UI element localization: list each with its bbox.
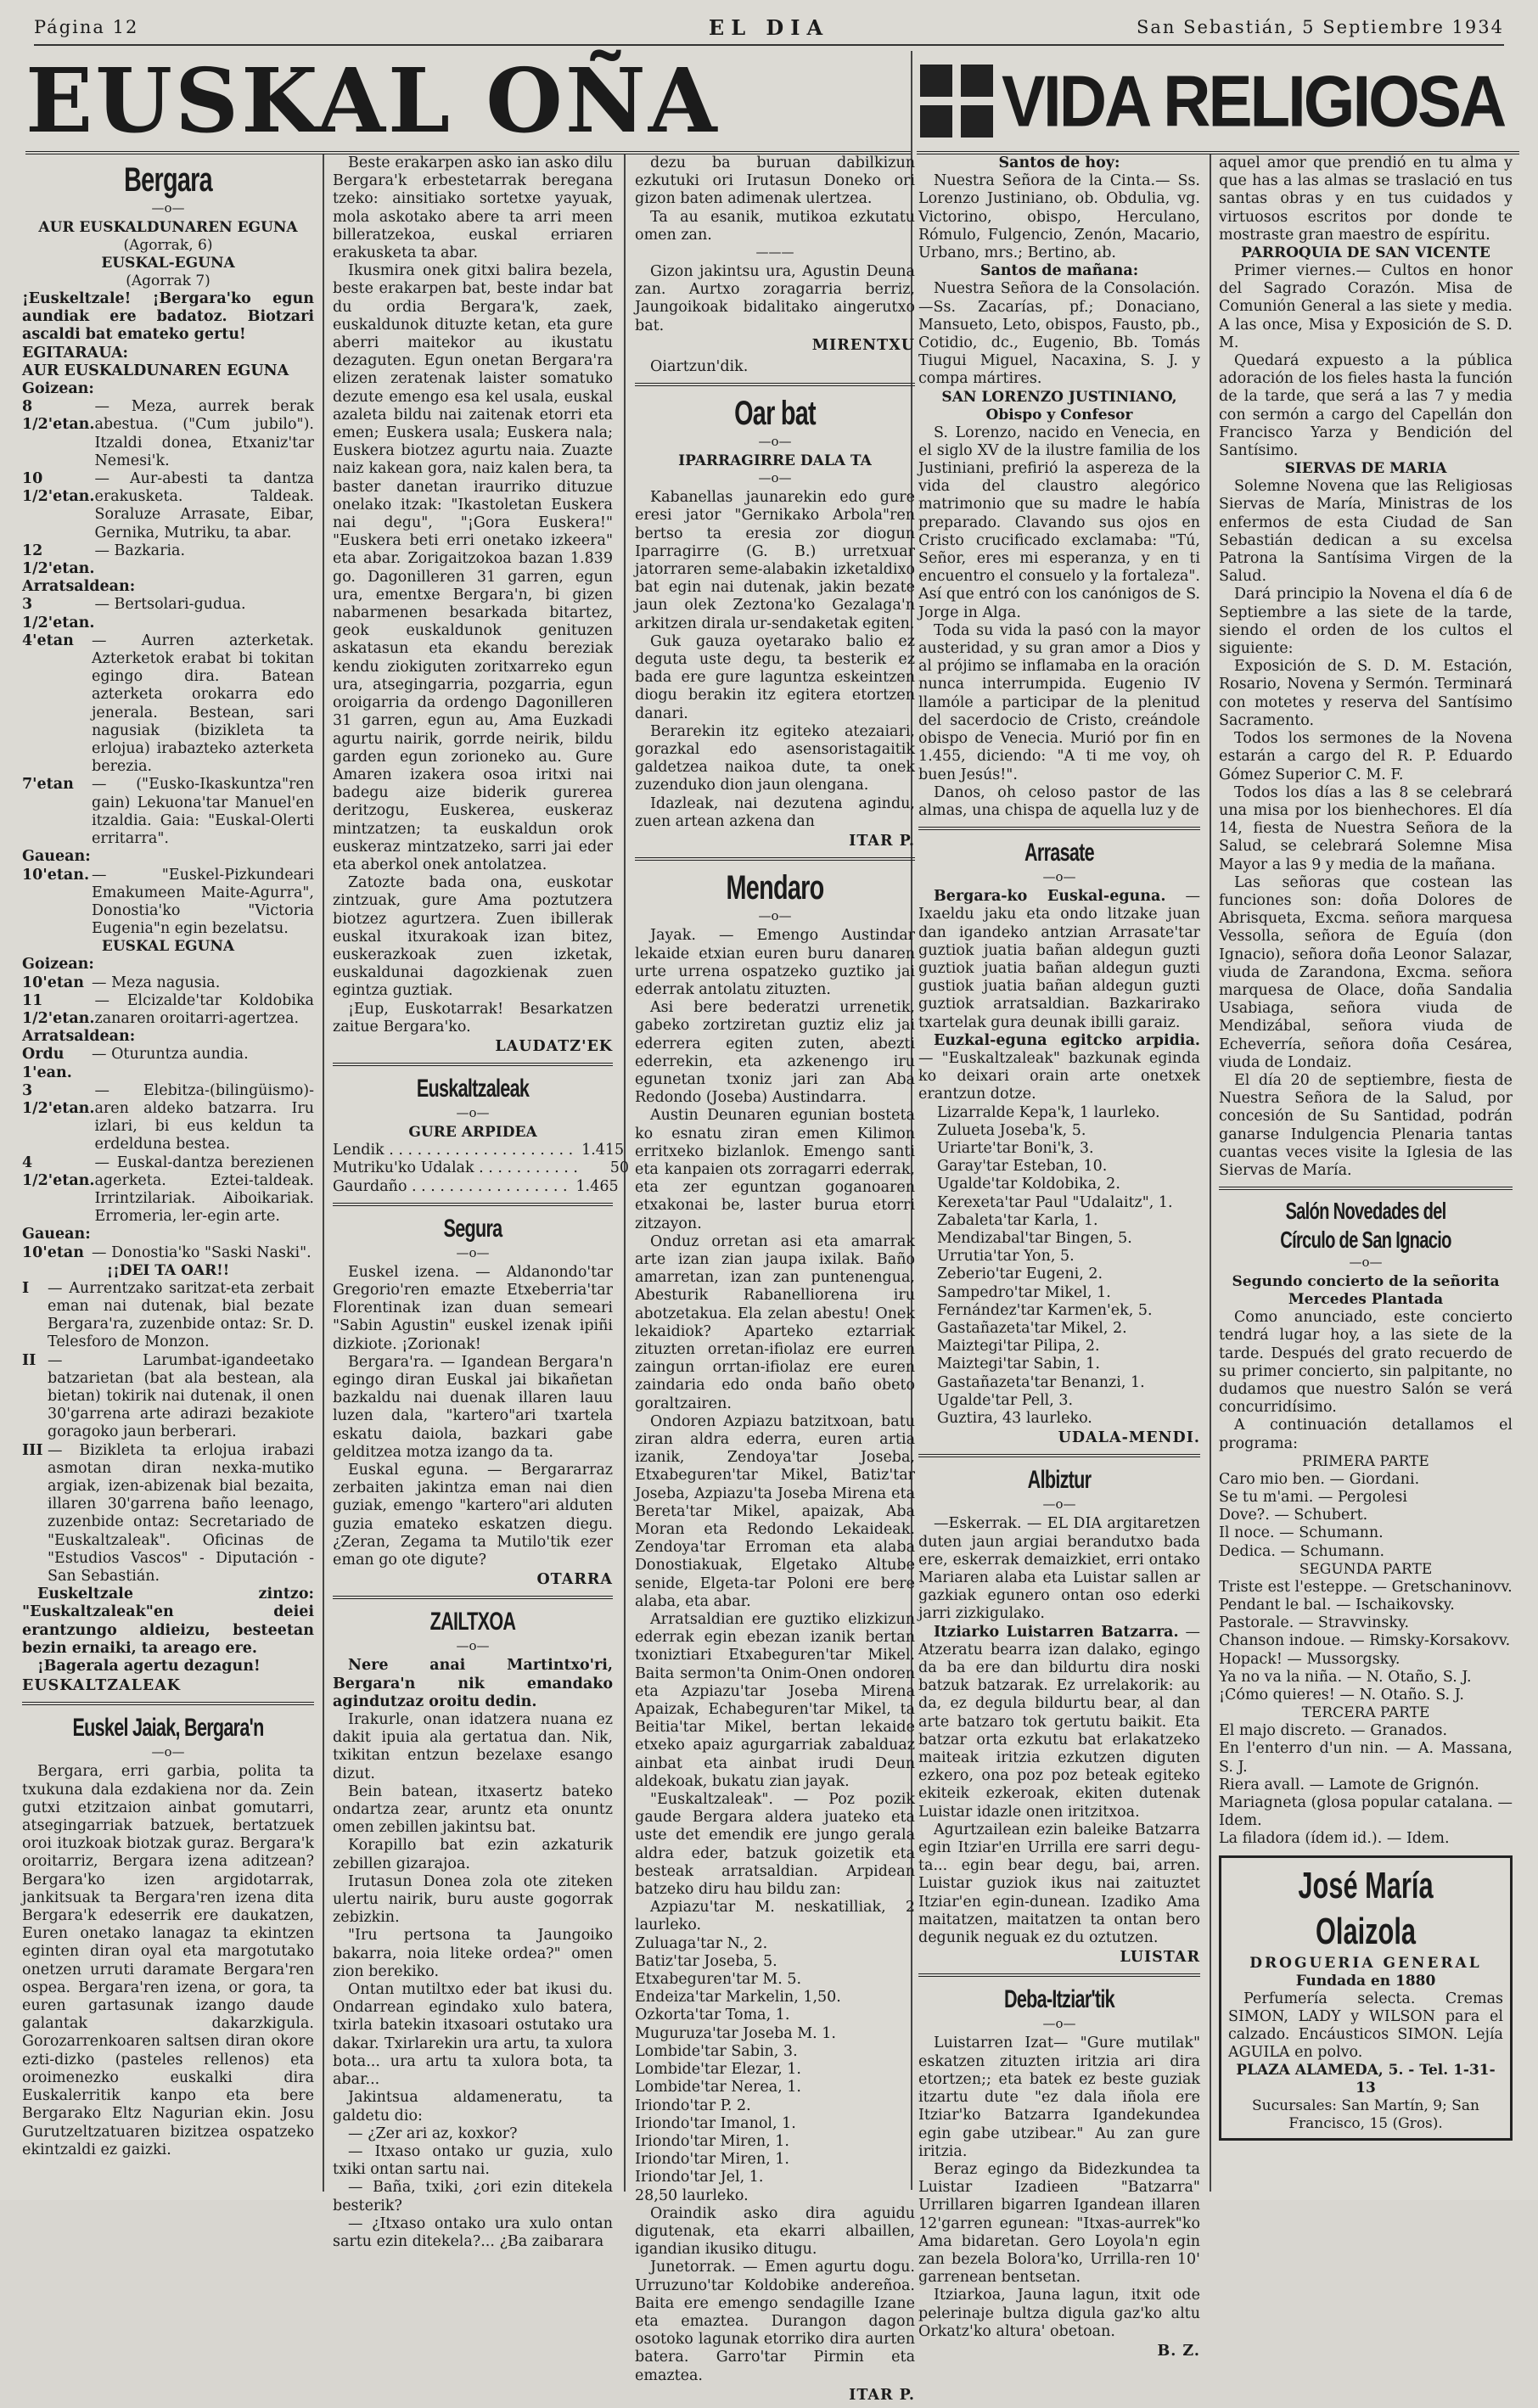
divider xyxy=(635,857,915,861)
schedule-row: 3 1/2'etan. — Bertsolari-gudua. xyxy=(22,596,246,631)
paragraph: Quedará expuesto a la pública adoración de los fieles hasta la función de la tarde, que será a las 7 y media con sermón a cargo del Capellán don Francisco Yarza y Bendición del Santísimo. xyxy=(1219,352,1513,460)
heading: EGITARAUA: xyxy=(22,344,128,362)
list-item: Gastañazeta'tar Mikel, 2. xyxy=(937,1319,1127,1337)
list-item: Ozkorta'tar Toma, 1. xyxy=(635,2007,790,2024)
schedule-row: 4'etan — Aurren azterketak. Azterketok erabat bi tokitan egingo dira. Batean azterketa orokarra edo jenerala. Bestean, sari nagusiak (bizikleta ta erlojua) irabazteko azterketa berezia. xyxy=(22,631,314,776)
paragraph: Jakintsua aldameneratu, ta galdetu dio: xyxy=(333,2089,613,2125)
schedule-row: 10'etan — Donostia'ko "Saski Naski". xyxy=(22,1243,312,1261)
heading: IPARRAGIRRE DALA TA xyxy=(678,452,872,470)
paragraph: Bein batean, itxasertz bateko ondartza zear, aruntz eta onuntz omen zebillen jakintsu bat. xyxy=(333,1782,613,1837)
list-item: Lizarralde Kepa'k, 1 laurleko. xyxy=(937,1103,1160,1121)
signature: UDALA-MENDI. xyxy=(1058,1429,1200,1447)
schedule-row: 8 1/2'etan. — Meza, aurrek berak abestua. ("Cum jubilo"). Itzaldi donea, Etxaniz'tar Nemesi'k. xyxy=(22,398,314,469)
ad-subtitle: DROGUERIA GENERAL xyxy=(1249,1954,1482,1972)
signature: LAUDATZ'EK xyxy=(495,1037,613,1055)
paper-name: EL DIA xyxy=(708,15,830,40)
list-item: Lombide'tar Elezar, 1. xyxy=(635,2061,801,2079)
column-bergara xyxy=(22,154,314,2159)
heading: EUSKAL-EGUNA xyxy=(101,255,235,272)
paragraph: ¡Eup, Euskotarrak! Besarkatzen zaitue Bergara'ko. xyxy=(333,1000,613,1036)
paragraph: Guk gauza oyetarako balio ez deguta uste degu, ta besterik ez bada ere gure laguntza eskeintzen diogu berakin itz egitera etortzen danari. xyxy=(635,632,915,722)
page-number: Página 12 xyxy=(34,17,139,37)
heading: SIERVAS DE MARIA xyxy=(1284,460,1447,478)
paragraph: Las señoras que costean las funciones son: doña Dolores de Abrisqueta, Excma. señora marquesa Vessolla, señora de Eguía (don Ignacio), señora doña Leonor Salazar, viuda de Zarandona, Excma. señora marquesa de Olace, doña Sandalia Usabiaga, señora viuda de Mendizábal, señora viuda de Echeverría, señora doña Cesárea, viuda de Londaiz. xyxy=(1219,873,1513,1071)
column-3 xyxy=(635,154,915,2408)
paragraph: Ondoren Azpiazu batzitxoan, batu ziran aldra ederra, euren artia izanik, Zendoya'tar Joseba, Etxabeguren'tar Mikel, Batiz'tar Joseba, Azpiazu'ta Joseba Mirena eta Bereta'tar Mikel, apaizak, Aba Moran eta Redondo Lekaideak. Zendoya'tar Erroman eta alaba Donostiakuak, Elgetako Altube senide, Elgeta-tar Poloni ere bere alaba, eta abar. xyxy=(635,1412,915,1610)
column-4 xyxy=(918,154,1200,2364)
program-list xyxy=(1219,1722,1513,1848)
paragraph: Jayak. — Emengo Austindar lekaide etxian euren buru danaren urte urrena ospatzeko guztiko jai ederrak antolatu zituzten. xyxy=(635,927,915,998)
ornament: —o— xyxy=(456,1638,490,1654)
paragraph: Agurtzailean ezin baleike Batzarra egin Itziar'en Urrilla ere sarri degu-ta... egin bear degu, bai, arren. Luistar guziok ikus nai zaituztet Itziar'en egin-dunean. Izadiko Ama maitatzen, maitatzen ta ontan bero degunik neguak ez du oztutzen. xyxy=(918,1821,1200,1947)
list-item: Il noce. — Schumann. xyxy=(1219,1524,1384,1542)
paragraph: Oraindik asko dira aguidu digutenak, eta ekarri albaillen, igandian ikusiko ditugu. xyxy=(635,2204,915,2259)
list-item: Zulueta Joseba'k, 5. xyxy=(937,1121,1086,1139)
heading: Segundo concierto de la señorita Mercedes Plantada xyxy=(1232,1273,1500,1309)
list-item: Iriondo'tar Miren, 1. xyxy=(635,2151,789,2169)
paragraph: El día 20 de septiembre, fiesta de Nuestra Señora de la Salud, por concesión de Su Santidad, podrán ganarse Indulgencia Plenaria tantas cuantas veces visite la Iglesia de las Siervas de María. xyxy=(1219,1071,1513,1179)
list-item: ¡Cómo quieres! — N. Otaño. S. J. xyxy=(1219,1687,1464,1704)
paragraph: — Ixaeldu jaku eta ondo litzake juan dan igandeko antzian Arrasate'tar guztiok juatia bañan aldegun guzti guztiok juatia bañan aldegun guzti gustiok juatia bañan aldegun guzti guztiok arratsaldian. Bazkarirako txartelak gura deunak ibilli garaiz. xyxy=(918,888,1200,1031)
signature: OTARRA xyxy=(536,1571,613,1589)
schedule-row: 7'etan — ("Eusko-Ikaskuntza"ren gain) Lekuona'tar Manuel'en itzaldia. Gaia: "Euskal-Olerti erritarra". xyxy=(22,776,314,848)
paragraph: Nere anai Martintxo'ri, Bergara'n nik emandako agindutzaz oroitu dedin. xyxy=(333,1657,613,1710)
list-item: Triste est l'esteppe. — Gretschaninovv. xyxy=(1219,1578,1513,1596)
paragraph: Azpiazu'tar M. neskatilliak, 2 laurleko. xyxy=(635,1899,915,1934)
divider xyxy=(635,383,915,386)
paragraph: Irutasun Donea zola ote ziteken ulertu nairik, buru auste gogorrak zebizkin. xyxy=(333,1872,613,1927)
heading: Euzkal-eguna egitcko arpidia. xyxy=(934,1031,1200,1049)
list-item: Mendizabal'tar Bingen, 5. xyxy=(937,1229,1132,1247)
paragraph: Euskeltzale zintzo: "Euskaltzaleak"en deiei erantzungo aldieizu, besteetan bezin ernaiki, ta areago ere. xyxy=(22,1586,314,1657)
donor-list xyxy=(635,1935,915,2205)
list-item: Chanson indoue. — Rimsky-Korsakovv. xyxy=(1219,1632,1511,1650)
divider xyxy=(333,1203,613,1206)
divider xyxy=(333,1596,613,1599)
column-5 xyxy=(1219,154,1513,2141)
section-title: Arrasate xyxy=(1024,839,1094,867)
paragraph: Solemne Novena que las Religiosas Siervas de María, Ministras de los enfermos de esta Ciudad de San Sebastián dedican a su excelsa Patrona la Santísima Virgen de la Salud. xyxy=(1219,478,1513,586)
schedule-row: 12 1/2'etan. — Bazkaria. xyxy=(22,542,186,578)
divider xyxy=(1219,1187,1513,1190)
label: Goizean: xyxy=(22,380,94,398)
paragraph: Exposición de S. D. M. Estación, Rosario, Novena y Sermón. Terminará con motetes y reserva del Santísimo Sacramento. xyxy=(1219,658,1513,729)
signature: EUSKALTZALEAK xyxy=(22,1677,182,1695)
paragraph: Austin Deunaren egunian bosteta ko esnatu ziran emen Kilimon erritxeko bizlanlok. Emengo santi eta kanpaien ots zorragarri ederrak, eta zer eguntzan goganoaren etxakonai be, laster burua etorri zitzayon. xyxy=(635,1107,915,1232)
paragraph: Onduz orretan asi eta amarrak arte izan zian jaupa ixilak. Baño amarretan, izan zan puntenengua, Abesturik Rabanelliorena iru abotzetakua. Ela zelan abestu! Onek lekaidiok? Aparteko eztarriak zituzten orretan-ifiolaz ere eurren zaingun orrtan-ifiolaz ere euren zaindaria edo onda baño obeto goraltzairen. xyxy=(635,1232,915,1412)
paragraph: Beraz egingo da Bidezkundea ta Luistar Izadieen "Batzarra" Urrillaren bigarren Igandean illaren 12'garren egunean: "Itxas-aurrek"ko Ama bidaretan. Gero Loyola'n egin zan bezela Bolora'ko, Urrilla-ren 10' garrenean bentsetan. xyxy=(918,2160,1200,2287)
paragraph: — ¿Zer ari az, koxkor? xyxy=(348,2125,518,2142)
ornament: —o— xyxy=(456,1244,490,1260)
list-item: Garay'tar Esteban, 10. xyxy=(937,1158,1108,1176)
heading: EUSKAL EGUNA xyxy=(101,938,235,956)
list-item: En l'enterro d'un nin. — A. Massana, S. J. xyxy=(1219,1740,1513,1776)
divider xyxy=(22,1702,314,1705)
signature: ITAR P. xyxy=(849,2386,915,2404)
schedule-row: 4 1/2'etan. — Euskal-dantza berezienen agerketa. Eztei-taldeak. Irrintzilariak. Aiboikariak. Erromeria, ler-egin arte. xyxy=(22,1153,314,1226)
list-item: Etxabeguren'tar M. 5. xyxy=(635,1971,802,1989)
paragraph: Dará principio la Novena el día 6 de Septiembre a las siete de la tarde, siendo el orden de los cultos el siguiente: xyxy=(1219,586,1513,658)
paragraph: — "Euskaltzaleak" bazkunak eginda ko deixari orain arte onetxek erantzun dotze. xyxy=(918,1049,1200,1103)
masthead-euskal-title: EUSKAL OÑA xyxy=(25,48,720,153)
list-item: Gastañazeta'tar Benanzi, 1. xyxy=(937,1373,1145,1391)
ad-founded: Fundada en 1880 xyxy=(1295,1972,1436,1990)
heading: Santos de mañana: xyxy=(979,262,1139,280)
paragraph: — Itxaso ontako ur guzia, xulo txiki ontan sartu nai. xyxy=(333,2142,613,2179)
list-item: Pendant le bal. — Ischaikovsky. xyxy=(1219,1597,1455,1614)
column-2 xyxy=(333,154,629,2251)
paragraph: Korapillo bat ezin azkaturik zebillen gizarajoa. xyxy=(333,1837,613,1872)
paragraph: Euskel izena. — Aldanondo'tar Gregorio'ren emazte Etxeberria'tar Florentinak izan duan semeari "Sabin Agustin" euskel izenak ipiñi dizkiote. ¡Zorionak! xyxy=(333,1263,613,1353)
label: Gauean: xyxy=(22,1226,91,1243)
label: Gauean: xyxy=(22,848,91,866)
section-title: Salón Novedades del Círculo de San Ignacio xyxy=(1280,1198,1451,1254)
list-item: Iriondo'tar Imanol, 1. xyxy=(635,2114,796,2132)
schedule-row: 3 1/2'etan. — Elebitza-(bilingüismo)-aren aldeko batzarra. Iru izlari, bi eus keldun ta erdelduna bestea. xyxy=(22,1081,314,1153)
list-item: Muguruza'tar Joseba M. 1. xyxy=(635,2024,836,2042)
ad-text: Perfumería selecta. Cremas SIMON, LADY y WILSON para el calzado. Encáusticos SIMON. Lejía AGUILA en polvo. xyxy=(1228,1990,1503,2062)
section-title: Deba-Itziar'tik xyxy=(1004,1985,1114,2014)
program-part: PRIMERA PARTE xyxy=(1302,1452,1429,1470)
paragraph: Kabanellas jaunarekin edo gure eresi jator "Gernikako Arbola"ren bertso ta eresia zor diogun Iparragirre (G. B.) urretxuar jatorraren seme-alabakin izketaldixo bat egin nai dutenak, jakin bezate jaun olek Zeztona'ko Gezalaga'n arkitzen dirala ur-sendaketak egiten. xyxy=(635,489,915,632)
paragraph: Todos los días a las 8 se celebrará una misa por los bienhechores. El día 14, fiesta de Nuestra Señora de la Salud, se celebrará Solemne Misa Mayor a las 9 y media de la mañana. xyxy=(1219,783,1513,873)
list-item: Zeberio'tar Eugeni, 2. xyxy=(937,1266,1103,1283)
dateline: San Sebastián, 5 Septiembre 1934 xyxy=(1136,17,1504,37)
paragraph: ¡Euskeltzale! ¡Bergara'ko egun aundiak ere badatoz. Biotzari ascaldi bat emateko gertu! xyxy=(22,290,314,344)
paragraph: Euskal eguna. — Bergararraz zerbaiten jakintza eman nai dien guziak, emengo "kartero"ari alduten guzia emateko eskatzen diegu. ¿Zeran, Zegama ta Mutilo'tik ezer eman go ote digute? xyxy=(333,1462,613,1569)
heading: ¡¡DEI TA OAR!! xyxy=(106,1261,230,1279)
list-item: Sampedro'tar Mikel, 1. xyxy=(937,1283,1111,1301)
signature: B. Z. xyxy=(1157,2342,1200,2360)
paragraph: Zatozte bada ona, euskotar zintzuak, gure Ama poztutzera biotzez agurtzera. Zuen ibillerak euskal itxurakoak izan bitez, euskerazkoak zuen izketak, euskaldunai dagozkienak zuen egintza guztiak. xyxy=(333,874,613,1000)
ornament: —o— xyxy=(1042,2016,1076,2032)
heading: GURE ARPIDEA xyxy=(408,1124,537,1142)
schedule-row: 10'etan. — "Euskel-Pizkundeari Emakumeen Maite-Agurra", Donostia'ko "Victoria Eugenia"n egin bezelatsu. xyxy=(22,866,314,938)
heading: AUR EUSKALDUNAREN EGUNA xyxy=(22,362,289,379)
column-rule xyxy=(1210,154,1211,2192)
list-item: Endeiza'tar Markelin, 1,50. xyxy=(635,1989,841,2007)
section-title: ZAILTXOA xyxy=(429,1608,516,1636)
paragraph: Nuestra Señora de la Consolación. —Ss. Zacarías, pf.; Donaciano, Mansueto, Leto, obispos, Fausto, pb., Cotidio, dc., Eugenio, Bb. Tomás Tiugui Miguel, Nacaxina, S. J. y compa mártires. xyxy=(918,280,1200,388)
list-item: Ya no va la niña. — N. Otaño, S. J. xyxy=(1219,1668,1472,1686)
paragraph: Ontan mutiltxo eder bat ikusi du. Ondarrean egindako xulo batera, txirla batekin itxasoari ostutako ura dakar. Txirlarekin ura artu, ta xulora bota... ura artu ta xulora bota, ta abar... xyxy=(333,1981,613,2089)
divider xyxy=(918,1454,1200,1457)
subheading: (Agorrak, 6) xyxy=(123,237,213,254)
list-item: Lombide'tar Sabin, 3. xyxy=(635,2042,798,2060)
paragraph: A continuación detallamos el programa: xyxy=(1219,1417,1513,1452)
section-title: Albiztur xyxy=(1027,1466,1092,1495)
paragraph: Todos los sermones de la Novena estarán a cargo del R. P. Eduardo Gómez Superior C. M. F. xyxy=(1219,730,1513,783)
paragraph: Gizon jakintsu ura, Agustin Deuna zan. Aurtxo zoragarria berriz, Jaungoikoak bidalitako aingerutxo bat. xyxy=(635,263,915,334)
paragraph: Oiartzun'dik. xyxy=(650,358,749,376)
section-title: Mendaro xyxy=(726,869,824,907)
section-title: Bergara xyxy=(124,161,212,199)
heading: PARROQUIA DE SAN VICENTE xyxy=(1241,244,1490,262)
list-item: Dedica. — Schumann. xyxy=(1219,1542,1385,1560)
ornament: ——— xyxy=(755,244,794,261)
list-item: Riera avall. — Lamote de Grignón. xyxy=(1219,1776,1479,1793)
label: Arratsaldean: xyxy=(22,1028,136,1046)
paragraph: "Euskaltzaleak". — Poz pozik gaude Bergara aldera juateko eta uste det emendik ere jungo gerala aldra eder, batzuk goizetik eta besteak arratsaldian. Arpidean batzeko diru hau bildu zan: xyxy=(635,1791,915,1899)
paragraph: S. Lorenzo, nacido en Venecia, en el siglo XV de la ilustre familia de los Justiniani, prefirió la aspereza de la vida del claustro alegórico matrimonio que su madre le había preparado. Clavando sus ojos en Cristo crucificado exclamaba: "Tú, Señor, eres mi esperanza, y en ti encuentro el consuelo y la fortaleza". Así que entró con los canónigos de S. Jorge in Alga. xyxy=(918,424,1200,621)
list-item: Iriondo'tar Miren, 1. xyxy=(635,2132,789,2150)
paragraph: Beste erakarpen asko ian asko dilu Bergara'k erbestetarrak beregana tzeko: ainsitiako sortetxe yayuak, mola askotako abere ta arri meen billeratzekoa, euskal erriaren erakusketa ta abar. xyxy=(333,154,613,262)
paragraph: Itziarkoa, Jauna lagun, itxit ode pelerinaje bultza digula gaz'ko altu Orkatz'ko altura' obetoan. xyxy=(918,2287,1200,2340)
masthead-euskal xyxy=(25,48,912,154)
list-item: Iriondo'tar P. 2. xyxy=(635,2096,751,2114)
masthead-vida-title: VIDA RELIGIOSA xyxy=(1002,59,1505,143)
heading: AUR EUSKALDUNAREN EGUNA xyxy=(38,219,298,236)
schedule-row: 10'etan — Meza nagusia. xyxy=(22,974,221,991)
ad-branches: Sucursales: San Martín, 9; San Francisco, 15 (Gros). xyxy=(1252,2097,1479,2133)
paragraph: "Iru pertsona ta Jaungoiko bakarra, noia liteke ordea?" omen zion berekiko. xyxy=(333,1927,613,1980)
notice-row: II — Larumbat-igandeetako batzarietan (bat ala bestean, ala bietan) tokirik nai dutenak, il onen 30'garrena arte adirazi bezakiote goragoko jaun berberari. xyxy=(22,1351,314,1441)
page-header xyxy=(34,14,1504,46)
program-list xyxy=(1219,1579,1513,1704)
list-item: El majo discreto. — Granados. xyxy=(1219,1722,1448,1740)
ornament: —o— xyxy=(758,908,792,924)
ornament: —o— xyxy=(151,1744,185,1760)
paragraph: Ikusmira onek gitxi balira bezela, beste erakarpen bat, beste indar bat du ordia Bergara'k, zaek, euskaldunok dituzte ketan, eta gure aberri maitekor au ikustatu dezaguten. Egun onetan Bergara'ra elizen zeratenak laister somatuko dezute emengo esa kel usala, euskal azaleta bildu nai zaitenak etorri eta emen; Euskera usala; Euskera nala; Euskera biotzez agurtu naia. Zuazte naiz kakean gora, naiz kalen bera, ta baster danetan iraurriko dituzue onelako itzak: "Ikastoletan Euskera nai degu", "¡Gora Euskera!" "Euskera beti erri onetako izkeera" eta abar. Zorigaitzokoa bazan 1.839 go. Dagonilleren 31 garren, egun ura, ementxe Bergara'n, bi gizen nabarmenen besarkada bitartez, geok euskaldunok genituzen askatasun eta ekandu bereziak kendu ziokiguten zoritxarreko egun ura, atsegingarria, pozgarria, egun oroigarria da ordengo Dagonilleren 31 garren, egun au, Ama Euzkadi agurtu nairik, gorrde neirik, bildu garden egun zorioneko au. Gure Amaren izakera osoa iritxi nai badegu aize biderik gurerea deritzogu, Euskerea, euskeraz mintzatzen; ta euskaldun orok euskeraz mintzatzeko, sarri jai eder eta aberkol onek antolatzea. xyxy=(333,262,613,873)
paragraph: Nuestra Señora de la Cinta.— Ss. Lorenzo Justiniano, ob. Obdulia, vg. Victorino, obispo, Herculano, Rómulo, Fulgencio, Zenón, Macario, Urbano, mrs.; Bertino, ab. xyxy=(918,172,1200,262)
heading: Bergara-ko Euskal-eguna. xyxy=(934,888,1166,906)
list-item: Caro mio ben. — Giordani. xyxy=(1219,1470,1420,1488)
section-title: Euskaltzaleak xyxy=(416,1075,530,1103)
list-item: Batiz'tar Joseba, 5. xyxy=(635,1952,777,1970)
section-title: Oar bat xyxy=(734,395,816,433)
list-item: Hopack! — Mussorgsky. xyxy=(1219,1650,1400,1668)
section-title: Segura xyxy=(443,1214,502,1243)
paragraph: Luistarren Izat— "Gure mutilak" eskatzen zituzten iritzia ari dira etortzen;; eta batek ez beste guziak itzartu dute "ez dala iñola ere Itziar'ko Batzarra Igandekundea egin gabe utzibear." Au zan gure iritzia. xyxy=(918,2035,1200,2160)
ornament: —o— xyxy=(758,470,792,486)
section-title: Euskel Jaiak, Bergara'n xyxy=(72,1714,264,1743)
schedule-row: Ordu 1'ean. — Oturuntza aundia. xyxy=(22,1046,249,1081)
paragraph: Idazleak, nai dezutena agindu, zuen artean azkena dan xyxy=(635,794,915,830)
paragraph: —Eskerrak. — EL DIA argitaretzen duten jaun argiai berandutxo bada ere, eskerrak demaizkiet, erri ontako Mariaren alaba eta Luistar sallen ar gazkiak egunero ontan oso ederki jarri zizkigulako. xyxy=(918,1515,1200,1623)
ornament: —o— xyxy=(1042,1496,1076,1513)
divider xyxy=(333,1063,613,1066)
list-item: Guztira, 43 laurleko. xyxy=(937,1410,1092,1427)
paragraph: aquel amor que prendió en tu alma y que has a las almas se traslació en tus santas obras y en tus cuidados y virtuosos escritos por donde te mostraste gran maestro de espíritu. xyxy=(1219,154,1513,244)
paragraph: Como anunciado, este concierto tendrá lugar hoy, a las siete de la tarde. Después del grato recuerdo de su primer concierto, sin palpitante, no dudamos que nuestro Salón se verá concurridísimo. xyxy=(1219,1309,1513,1417)
notice-row: III — Bizikleta ta erlojua irabazi asmotan diran nexka-mutiko argiak, izen-abizenak bial bezaita, illaren 30'garrena baño leenago, zuzenbide ontaz: Secretariado de "Euskaltzaleak". Oficinas de "Estudios Vascos" - Diputación - San Sebastián. xyxy=(22,1441,314,1586)
divider xyxy=(918,827,1200,830)
schedule-row: 11 1/2'etan. — Elcizalde'tar Koldobika zanaren oroitarri-agertzea. xyxy=(22,991,314,1027)
label: Arratsaldean: xyxy=(22,578,136,596)
paragraph: dezu ba buruan dabilkizun ezkutuki ori Irutasun Doneko ori gizon baten adimenak ulertzea. xyxy=(635,154,915,208)
paragraph: Asi bere bederatzi urrenetik, gabeko zortziretan guztiz eliz jai ederrera egiten zuten, abezti ederrekin, eta azkenengo iru egunetan txoniz jari zan Aba Redondo (Joseba) Austindarra. xyxy=(635,999,915,1107)
program-part: SEGUNDA PARTE xyxy=(1299,1560,1433,1578)
list-item: Zuluaga'tar N., 2. xyxy=(635,1934,768,1952)
ornament: —o— xyxy=(758,434,792,450)
masthead-vida-religiosa xyxy=(917,51,1519,154)
column-rule xyxy=(323,154,324,2192)
divider xyxy=(918,1973,1200,1977)
schedule-row: 10 1/2'etan. — Aur-abesti ta dantza erakusketa. Taldeak. Soraluze Arrasate, Eibar, Gernika, Mutriku, ta abar. xyxy=(22,470,314,542)
list-item: 28,50 laurleko. xyxy=(635,2186,749,2204)
ornament: —o— xyxy=(456,1105,490,1121)
notice-row: I — Aurrentzako saritzat-eta zerbait eman nai dutenak, bial bezate Bergara'ra, zuzenbide ontaz: Sr. D. Telesforo de Monzon. xyxy=(22,1279,314,1351)
list-item: Zabaleta'tar Karla, 1. xyxy=(937,1211,1098,1229)
list-item: La filadora (ídem id.). — Idem. xyxy=(1219,1830,1450,1848)
subheading: (Agorrak 7) xyxy=(126,272,210,289)
label: Goizean: xyxy=(22,956,94,974)
paragraph: Primer viernes.— Cultos en honor del Sagrado Corazón. Misa de Comunión General a las siete y media. A las once, Misa y Exposición de S. D. M. xyxy=(1219,262,1513,351)
subscription-row: Lendik . . . . . . . . . . . . . . . . . . . . 1.415 xyxy=(333,1142,625,1159)
list-item: Ugalde'tar Koldobika, 2. xyxy=(937,1176,1120,1193)
list-item: Uriarte'tar Boni'k, 3. xyxy=(937,1139,1094,1157)
signature: MIRENTXU xyxy=(811,336,915,354)
paragraph: Toda su vida la pasó con la mayor austeridad, y su gran amor a Dios y al prójimo se inflamaba en la oración nunca interrumpida. Eugenio IV llamóle a participar de la plenitud del sacerdocio de Cristo, creándole obispo de Venecia. Murió por fin en 1.455, diciendo: "A ti me voy, oh buen Jesús!". xyxy=(918,621,1200,783)
paragraph: Irakurle, onan idatzera nuana ez dakit ipuia ala gertatua dan. Nik, txikitan entzun bezelaxe esango dizut. xyxy=(333,1711,613,1782)
list-item: Kerexeta'tar Paul "Udalaitz", 1. xyxy=(937,1193,1173,1211)
ad-address: PLAZA ALAMEDA, 5. - Tel. 1-31-13 xyxy=(1236,2062,1496,2097)
donor-list xyxy=(918,1104,1200,1429)
paragraph: Berarekin itz egiteko atezaiari, gorazkal edo asensoristagaitik galdetzea naikoa dute, ta onek zuzenduko dion jaun olengana. xyxy=(635,722,915,794)
list-item: Fernández'tar Karmen'ek, 5. xyxy=(937,1301,1153,1319)
subscription-row: Mutriku'ko Udalak . . . . . . . . . . . 50 xyxy=(333,1159,629,1177)
list-item: Mariagneta (glosa popular catalana. — Idem. xyxy=(1219,1794,1513,1830)
advertisement xyxy=(1219,1855,1513,2141)
list-item: Maiztegi'tar Pilipa, 2. xyxy=(937,1338,1100,1356)
cross-icon xyxy=(920,65,993,138)
heading: Itziarko Luistarren Batzarra. xyxy=(934,1623,1179,1641)
paragraph: Bergara, erri garbia, polita ta txukuna dala ezdakiena nor da. Zein gutxi etzitzaion ainbat gomutarri, atsegingarriak batzuek, bertatzuek oroi ituzkoak biotzak guraz. Bergara'k oroitarriz, Bergara izena aditzean? Bergara'ko izen argidotarrak, jankitsuak ta Bergara'ren izena dita Bergara'k edeserrik ere daukatzen, Euren onetako lanagaz ta ekintzen eginten diran oyal eta margotutako onetzen urruti daramate Bergara'ren ospea. Bergara'ren izena, or gora, ta euren gartasunak izango daude galantak dakarzkigula. Gorozarrenkoaren saltsen diran okore ezti-dizko (pasteles rellenos) eta oroimenezko euskalki dira Euskalerritik kanpo eta bere Bergarako Eltz Nagurian ekin. Josu Gurutzeltzatuaren bizitzea ospatzeko ekintzaldi ez gaizki. xyxy=(22,1763,314,2158)
list-item: Lombide'tar Nerea, 1. xyxy=(635,2079,801,2096)
ornament: —o— xyxy=(151,200,185,216)
paragraph: Bergara'ra. — Igandean Bergara'n egingo diran Euskal jai bikañetan bazkaldu nai duenak illaren lauu luzen dala, "kartero"ari txartela eskatu daiola, bazkari gabe gelditzea motza izango da ta. xyxy=(333,1353,613,1461)
program-list xyxy=(1219,1471,1513,1561)
heading: Santos de hoy: xyxy=(998,154,1120,171)
paragraph: Junetorrak. — Emen agurtu dogu. Urruzuno'tar Koldobike andereñoa. Baita ere emengo sendagille Izane eta emaztea. Durangon dagon osotoko lagunak etorriko dira aurten batera. Garro'tar Pirmin eta emaztea. xyxy=(635,2259,915,2384)
program-part: TERCERA PARTE xyxy=(1301,1704,1430,1722)
paragraph: — Atzeratu bearra izan dalako, egingo da ba ere dan bildurtu dira noski batzuk batzarak. Ez urrelakorik: au da, ez degula bildurtu bear, al dan arte batzaro tok gertutu baikit. Eta batzar orta ezkutu bat erlakatzeko maiteak iritzia ezkutzen diguten ezkero, ona poz poz beteak egiteko ekiteik ezkeroak, ekiten dutenak Luistar idazle onen iritzitxoa. xyxy=(918,1623,1200,1821)
paragraph: Arratsaldian ere guztiko elizkizun ederrak egin ebezan izanik bertan txoniztiari Etxabeguren'tar Mikel. Baita sermon'ta Onim-Onen ondoren eta Azpiazu'tar Joseba Mirena Apaizak, Echabeguren'tar Mikel, ta Beitia'tar Mikel, bertan lekaide etxeko apaiz agurgarriak zabalduaz ainbat eta ainbat irudi Deun aldekoak, bukatu zian jayak. xyxy=(635,1611,915,1790)
list-item: Se tu m'ami. — Pergolesi xyxy=(1219,1489,1407,1506)
list-item: Maiztegi'tar Sabin, 1. xyxy=(937,1356,1100,1373)
list-item: Iriondo'tar Jel, 1. xyxy=(635,2169,764,2186)
paragraph: ¡Bagerala agertu dezagun! xyxy=(37,1658,261,1675)
paragraph: Ta au esanik, mutikoa ezkutatu omen zan. xyxy=(635,208,915,244)
signature: ITAR P. xyxy=(849,833,915,850)
paragraph: Danos, oh celoso pastor de las almas, una chispa de aquella luz y de xyxy=(918,783,1200,819)
list-item: Dove?. — Schubert. xyxy=(1219,1507,1368,1524)
signature: LUISTAR xyxy=(1120,1949,1200,1967)
list-item: Urrutia'tar Yon, 5. xyxy=(937,1248,1075,1266)
paragraph: — Baña, txiki, ¿ori ezin ditekela besterik? xyxy=(333,2179,613,2214)
ornament: —o— xyxy=(1349,1255,1383,1271)
subscription-row: Gaurdaño . . . . . . . . . . . . . . . . . 1.465 xyxy=(333,1177,619,1195)
paragraph: — ¿Itxaso ontako ura xulo ontan sartu ezin ditekela?... ¿Ba zaibarara xyxy=(333,2214,613,2250)
list-item: Ugalde'tar Pell, 3. xyxy=(937,1391,1074,1409)
list-item: Pastorale. — Stravvinsky. xyxy=(1219,1614,1410,1632)
ad-title: José María Olaizola xyxy=(1298,1864,1434,1952)
ornament: —o— xyxy=(1042,869,1076,885)
heading: SAN LORENZO JUSTINIANO, Obispo y Confesor xyxy=(941,388,1177,424)
